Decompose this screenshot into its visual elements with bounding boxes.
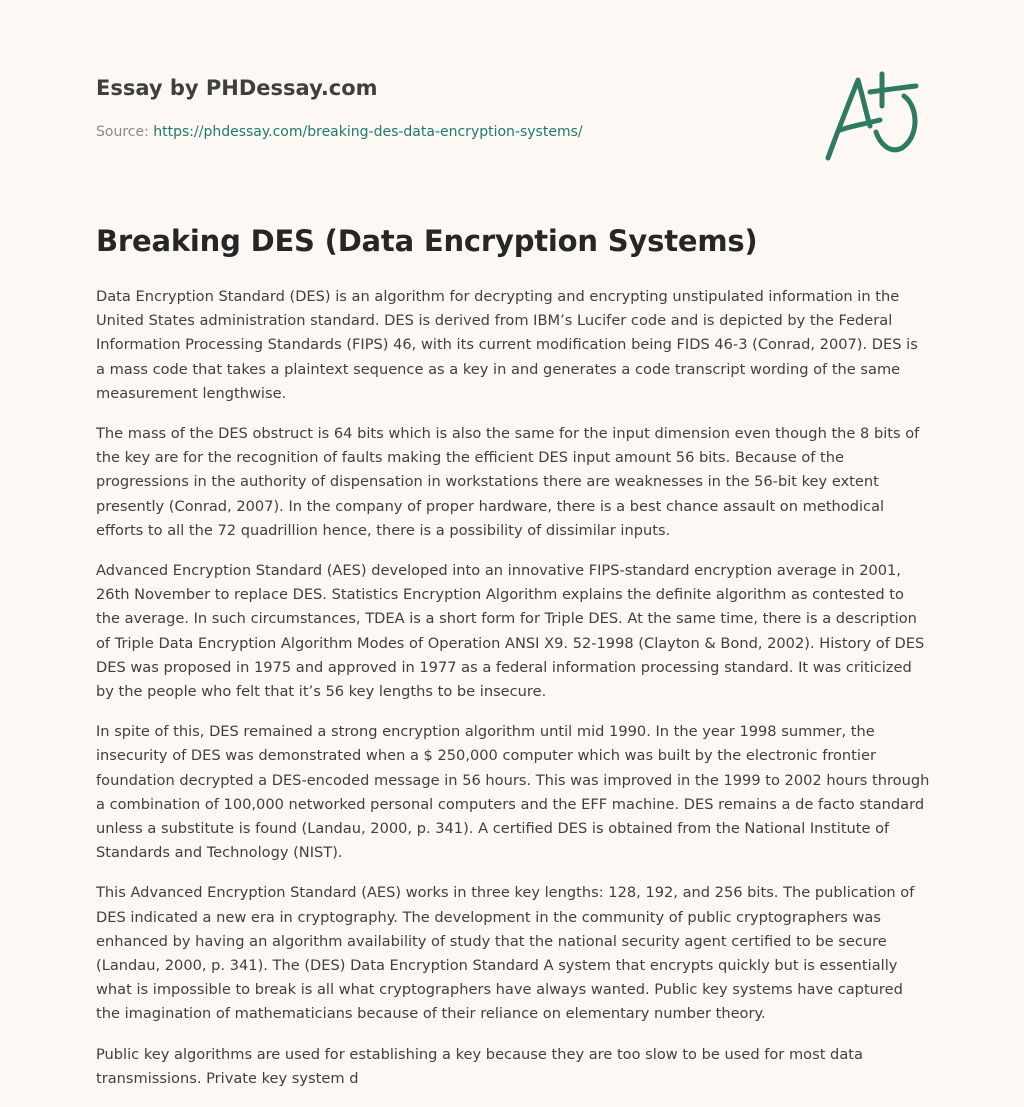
essay-paragraph: The mass of the DES obstruct is 64 bits which is also the same for the input dimension even though the 8 bits of the key are for the recognition of faults making the efficient DES input amount 56 bits. Because of the progressions in the authority of dispensation in workstations there are weaknesses in the 56-bit key extent presently (Conrad, 2007). In the company of proper hardware, there is a best chance assault on methodical efforts to all the 72 quadrillion hence, there is a possibility of dissimilar inputs.	[96, 425, 920, 539]
essay-paragraph: Advanced Encryption Standard (AES) developed into an innovative FIPS-standard encryption average in 2001, 26th November to replace DES. Statistics Encryption Algorithm explains the definite algorithm as contested to the average. In such circumstances, TDEA is a short form for Triple DES. At the same time, there is a description of Triple Data Encryption Algorithm Modes of Operation ANSI X9. 52-1998 (Clayton & Bond, 2002). History of DES DES was proposed in 1975 and approved in 1977 as a federal information processing standard. It was criticized by the people who felt that it’s 56 key lengths to be insecure.	[96, 562, 925, 701]
essay-title: Breaking DES (Data Encryption Systems)	[96, 224, 758, 258]
essay-paragraph: Data Encryption Standard (DES) is an algorithm for decrypting and encrypting unstipulated information in the United States administration standard. DES is derived from IBM’s Lucifer code and is depicted by the Federal Information Processing Standards (FIPS) 46, with its current modification being FIDS 46-3 (Conrad, 2007). DES is a mass code that takes a plaintext sequence as a key in and generates a code transcript wording of the same measurement lengthwise.	[96, 288, 918, 402]
source-link[interactable]: https://phdessay.com/breaking-des-data-encryption-systems/	[153, 124, 583, 140]
site-brand: Essay by PHDessay.com	[96, 76, 378, 100]
essay-body	[96, 285, 930, 1107]
source-line	[96, 124, 583, 140]
a-plus-logo-icon	[818, 66, 930, 166]
source-label: Source:	[96, 124, 149, 140]
essay-paragraph: Public key algorithms are used for establishing a key because they are too slow to be used for most data transmissions. Private key system d	[96, 1045, 863, 1087]
essay-paragraph: In spite of this, DES remained a strong encryption algorithm until mid 1990. In the year 1998 summer, the insecurity of DES was demonstrated when a $ 250,000 computer which was built by the electronic frontier foundation decrypted a DES-encoded message in 56 hours. This was improved in the 1999 to 2002 hours through a combination of 100,000 networked personal computers and the EFF machine. DES remains a de facto standard unless a substitute is found (Landau, 2000, p. 341). A certified DES is obtained from the National Institute of Standards and Technology (NIST).	[96, 723, 930, 862]
essay-paragraph: This Advanced Encryption Standard (AES) works in three key lengths: 128, 192, and 256 bits. The publication of DES indicated a new era in cryptography. The development in the community of public cryptographers was enhanced by having an algorithm availability of study that the national security agent certified to be secure (Landau, 2000, p. 341). The (DES) Data Encryption Standard A system that encrypts quickly but is essentially what is impossible to break is all what cryptographers have always wanted. Public key systems have captured the imagination of mathematicians because of their reliance on elementary number theory.	[96, 884, 915, 1023]
